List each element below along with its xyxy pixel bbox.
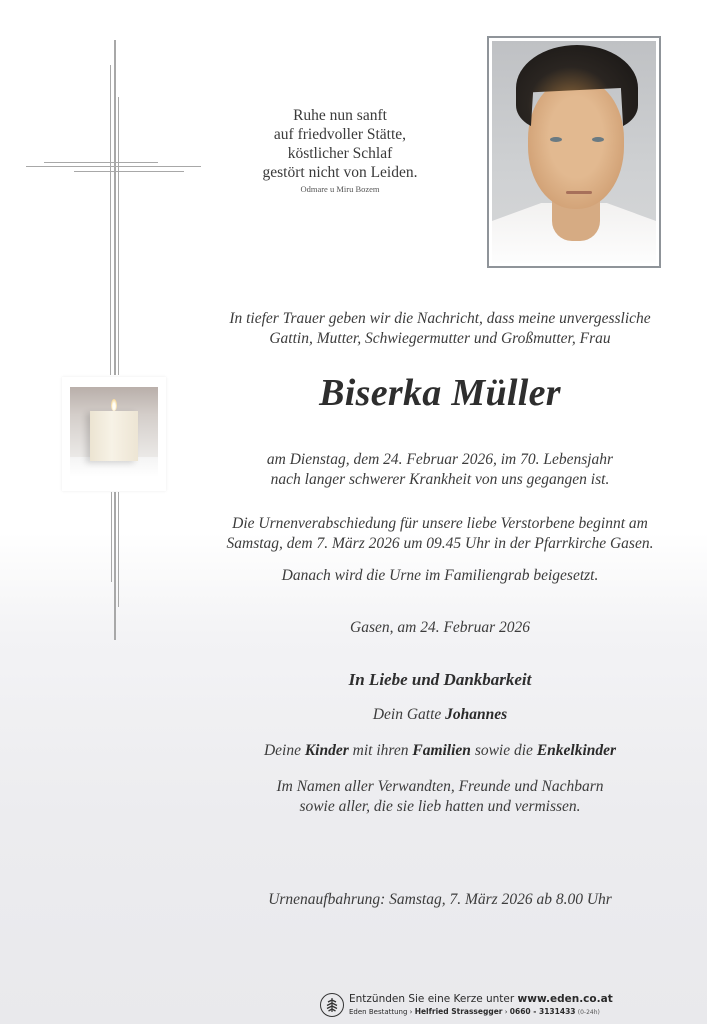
verse-line: gestört nicht von Leiden. <box>262 164 418 181</box>
verse <box>235 106 445 196</box>
candle-icon <box>90 411 138 461</box>
mourners-spouse: Dein Gatte Johannes <box>372 706 508 723</box>
website-link[interactable]: www.eden.co.at <box>517 992 613 1005</box>
cross-vertical-line <box>110 65 111 375</box>
portrait-photo <box>487 36 661 268</box>
burial-info: Danach wird die Urne im Familiengrab beigesetzt. <box>281 567 599 584</box>
place-date: Gasen, am 24. Februar 2026 <box>350 619 530 636</box>
cross-horizontal-line <box>44 162 158 163</box>
cross-decoration <box>0 0 220 660</box>
verse-line: köstlicher Schlaf <box>287 145 393 162</box>
cross-vertical-line <box>111 492 112 582</box>
verse-line: auf friedvoller Stätte, <box>273 126 407 143</box>
mourners-others: Im Namen aller Verwandten, Freunde und Nachbarn sowie aller, die sie lieb hatten und vermissen. <box>276 778 604 815</box>
ceremony-info: Die Urnenverabschiedung für unsere liebe Verstorbene beginnt am Samstag, dem 7. März 2026 um 09.45 Uhr in der Pfarrkirche Gasen. <box>226 515 654 552</box>
phone-number: 0660 - 3131433 <box>509 1006 576 1016</box>
cross-horizontal-line <box>26 166 201 167</box>
funeral-home-footer: Entzünden Sie eine Kerze unter www.eden.co.at Eden Bestattung › Helfried Strassegger › 0660 - 3131433 (0-24h) <box>320 990 613 1020</box>
mourners-heading: In Liebe und Dankbarkeit <box>348 670 532 689</box>
cross-vertical-line <box>118 97 119 375</box>
cross-vertical-line <box>118 492 119 607</box>
viewing-info: Urnenaufbahrung: Samstag, 7. März 2026 ab 8.00 Uhr <box>268 891 612 908</box>
cross-vertical-line <box>114 40 116 375</box>
tree-logo-icon <box>320 993 344 1017</box>
death-notice: am Dienstag, dem 24. Februar 2026, im 70. Lebensjahr nach langer schwerer Krankheit von uns gegangen ist. <box>266 451 614 488</box>
intro-text: In tiefer Trauer geben wir die Nachricht, dass meine unvergessliche Gattin, Mutter, Schwiegermutter und Großmutter, Frau <box>229 310 651 347</box>
verse-line: Ruhe nun sanft <box>293 107 387 124</box>
verse-source: Odmare u Miru Bozem <box>300 184 380 194</box>
cross-horizontal-line <box>74 171 184 172</box>
spouse-name: Johannes <box>445 706 508 723</box>
flame-icon <box>111 399 117 411</box>
candle-image <box>62 377 166 491</box>
cross-vertical-line <box>114 492 116 640</box>
deceased-name: Biserka Müller <box>319 372 561 414</box>
mourners-family: Deine Kinder mit ihren Familien sowie die Enkelkinder <box>263 742 617 759</box>
